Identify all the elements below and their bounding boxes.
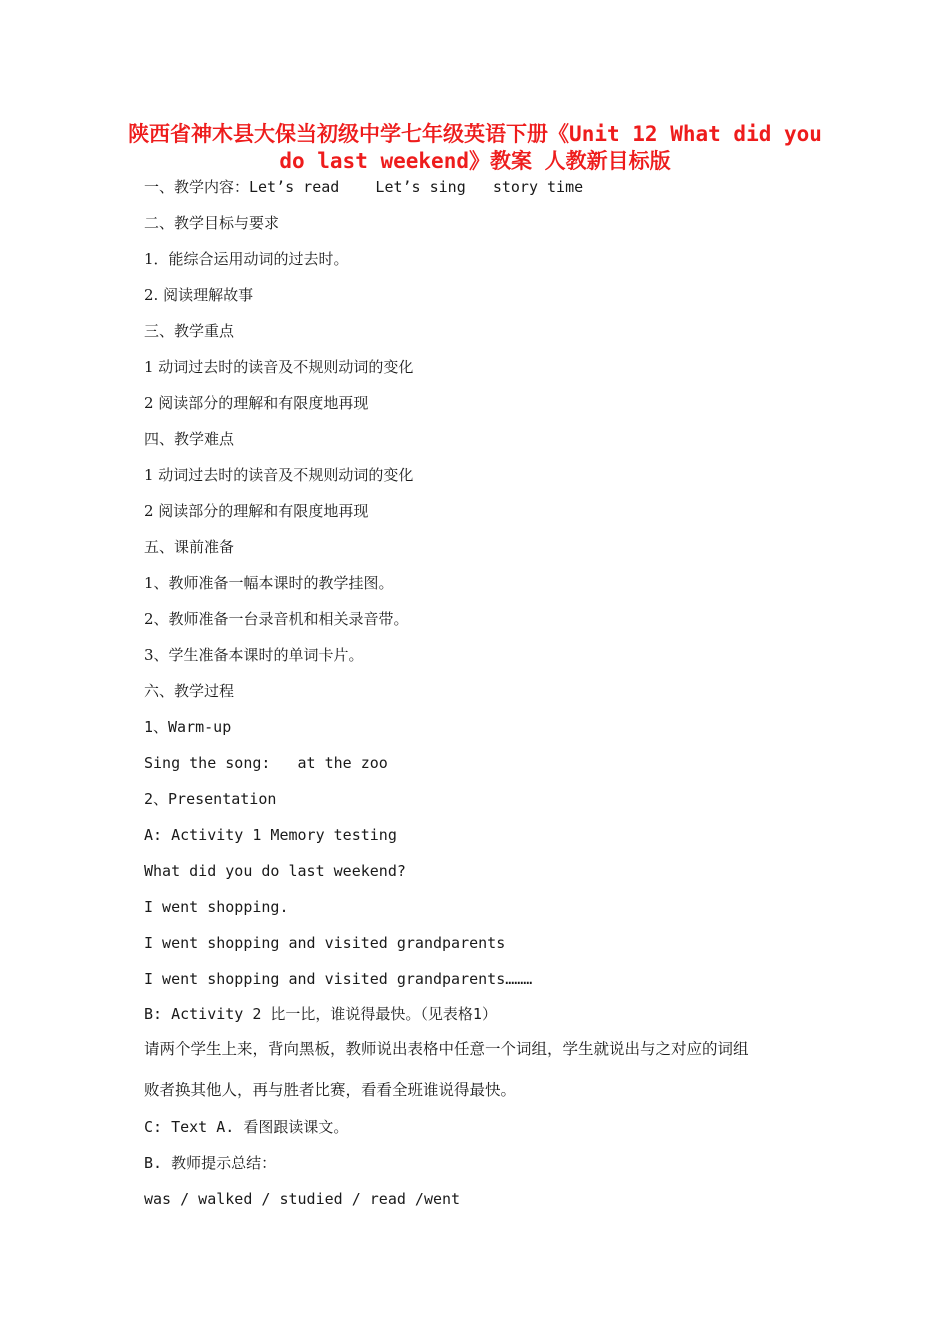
content-line: I went shopping and visited grandparents……… bbox=[144, 970, 533, 988]
section-heading: 四、教学难点 bbox=[144, 430, 235, 448]
content-line: 一、教学内容：Let’s read Let’s sing story time bbox=[144, 178, 584, 196]
section-heading: 六、教学过程 bbox=[144, 682, 235, 700]
content-line: 2. 阅读理解故事 bbox=[144, 286, 254, 304]
content-line: A: Activity 1 Memory testing bbox=[144, 826, 397, 844]
content-line: Sing the song: at the zoo bbox=[144, 754, 388, 772]
content-line: 请两个学生上来，背向黑板，教师说出表格中任意一个词组，学生就说出与之对应的词组 bbox=[144, 1040, 749, 1058]
content-line: 1、Warm-up bbox=[144, 718, 232, 736]
section-heading: 五、课前准备 bbox=[144, 538, 235, 556]
content-line: 2 阅读部分的理解和有限度地再现 bbox=[144, 394, 369, 412]
content-line: 1 动词过去时的读音及不规则动词的变化 bbox=[144, 466, 414, 484]
content-line: I went shopping. bbox=[144, 898, 289, 916]
section-heading: 二、教学目标与要求 bbox=[144, 214, 280, 232]
content-line: 2、Presentation bbox=[144, 790, 277, 808]
content-line: I went shopping and visited grandparents bbox=[144, 934, 506, 952]
content-line: C: Text A. 看图跟读课文。 bbox=[144, 1118, 349, 1136]
content-line: B: Activity 2 比一比，谁说得最快。（见表格1） bbox=[144, 1005, 497, 1023]
content-line: B. 教师提示总结： bbox=[144, 1154, 277, 1172]
content-line: What did you do last weekend? bbox=[144, 862, 406, 880]
document-title: 陕西省神木县大保当初级中学七年级英语下册《Unit 12 What did you do last weekend》教案 人教新目标版 bbox=[128, 122, 822, 173]
content-line: 2、教师准备一台录音机和相关录音带。 bbox=[144, 610, 409, 628]
content-line: 2 阅读部分的理解和有限度地再现 bbox=[144, 502, 369, 520]
content-line: 1、教师准备一幅本课时的教学挂图。 bbox=[144, 574, 394, 592]
content-line: 1 动词过去时的读音及不规则动词的变化 bbox=[144, 358, 414, 376]
content-line: was / walked / studied / read /went bbox=[144, 1190, 461, 1208]
content-line: 3、学生准备本课时的单词卡片。 bbox=[144, 646, 364, 664]
content-line: 败者换其他人，再与胜者比赛，看看全班谁说得最快。 bbox=[144, 1081, 517, 1099]
content-line: 1．能综合运用动词的过去时。 bbox=[144, 250, 349, 268]
section-heading: 三、教学重点 bbox=[144, 322, 235, 340]
